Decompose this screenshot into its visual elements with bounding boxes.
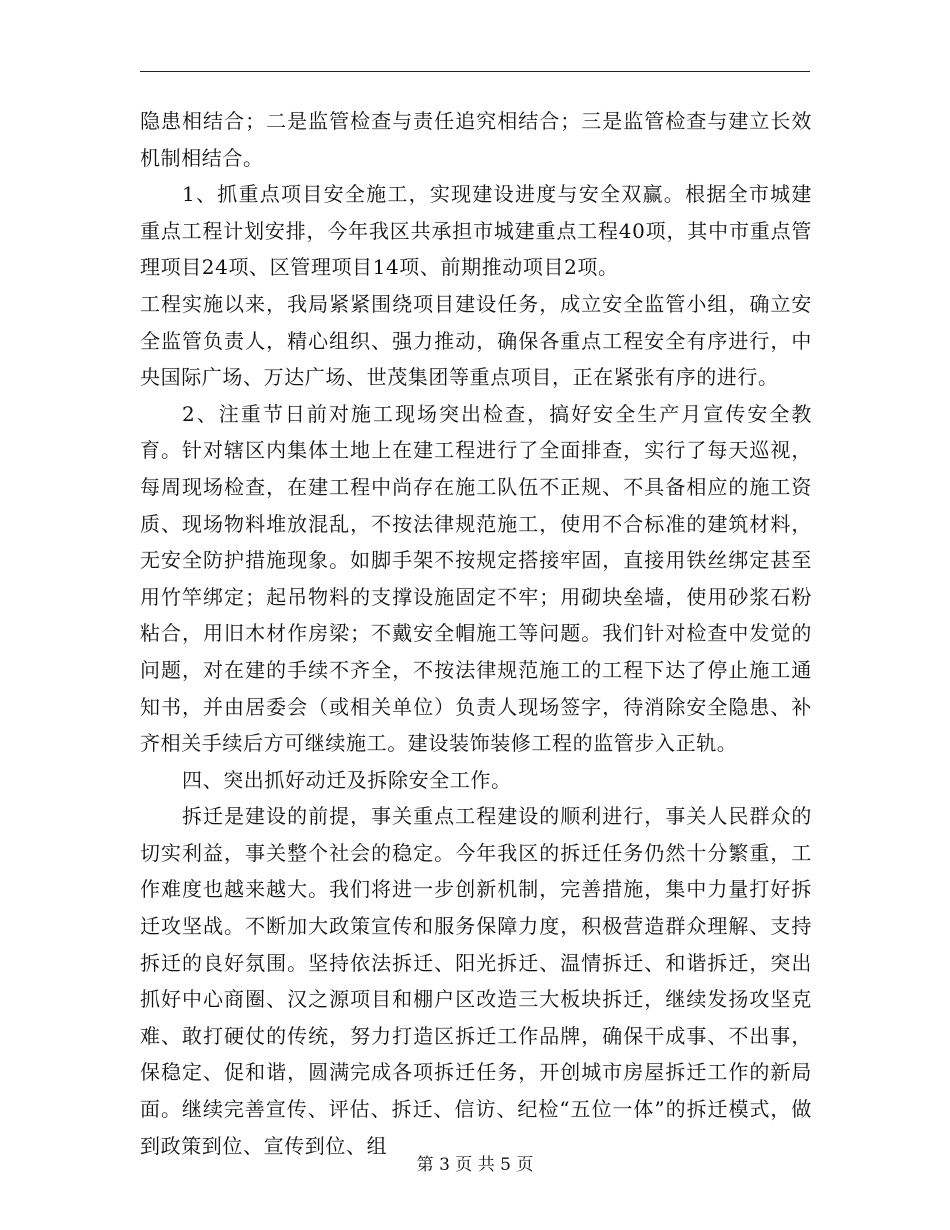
paragraph-6: 拆迁是建设的前提，事关重点工程建设的顺利进行，事关人民群众的切实利益，事关整个社会的稳定。今年我区的拆迁任务仍然十分繁重，工作难度也越来越大。我们将进一步创新机制，完善措施，集中力量打好拆迁攻坚战。不断加大政策宣传和服务保障力度，积极营造群众理解、支持拆迁的良好氛围。坚持依法拆迁、阳光拆迁、温情拆迁、和谐拆迁，突出抓好中心商圈、汉之源项目和棚户区改造三大板块拆迁，继续发扬攻坚克难、敢打硬仗的传统，努力打造区拆迁工作品牌，确保干成事、不出事，保稳定、促和谐，圆满完成各项拆迁任务，开创城市房屋拆迁工作的新局面。继续完善宣传、评估、拆迁、信访、纪检“五位一体”的拆迁模式，做到政策到位、宣传到位、组 bbox=[140, 804, 812, 1158]
page-number-footer: 第 3 页 共 5 页 bbox=[416, 1155, 534, 1175]
section-heading: 四、突出抓好动迁及拆除安全工作。 bbox=[182, 767, 512, 792]
paragraph-1: 隐患相结合；二是监管检查与责任追究相结合；三是监管检查与建立长效机制相结合。 bbox=[140, 109, 812, 170]
paragraph-4: 2、注重节日前对施工现场突出检查，搞好安全生产月宣传安全教育。针对辖区内集体土地上在建工程进行了全面排查，实行了每天巡视，每周现场检查，在建工程中尚存在施工队伍不正规、不具备相应的施工资质、现场物料堆放混乱，不按法律规范施工，使用不合标准的建筑材料，无安全防护措施现象。如脚手架不按规定搭接牢固，直接用铁丝绑定甚至用竹竿绑定；起吊物料的支撑设施固定不牢；用砌块垒墙，使用砂浆石粉粘合，用旧木材作房梁；不戴安全帽施工等问题。我们针对检查中发觉的问题，对在建的手续不齐全，不按法律规范施工的工程下达了停止施工通知书，并由居委会（或相关单位）负责人现场签字，待消除安全隐患、补齐相关手续后方可继续施工。建设装饰装修工程的监管步入正轨。 bbox=[140, 401, 812, 756]
paragraph-3: 工程实施以来，我局紧紧围绕项目建设任务，成立安全监管小组，确立安全监管负责人，精心组织、强力推动，确保各重点工程安全有序进行，中央国际广场、万达广场、世茂集团等重点项目，正在紧张有序的进行。 bbox=[140, 291, 812, 390]
paragraph-2: 1、抓重点项目安全施工，实现建设进度与安全双赢。根据全市城建重点工程计划安排，今年我区共承担市城建重点工程40项，其中市重点管理项目24项、区管理项目14项、前期推动项目2项。 bbox=[140, 182, 812, 280]
header-rule bbox=[140, 71, 810, 72]
document-body bbox=[140, 103, 812, 1164]
